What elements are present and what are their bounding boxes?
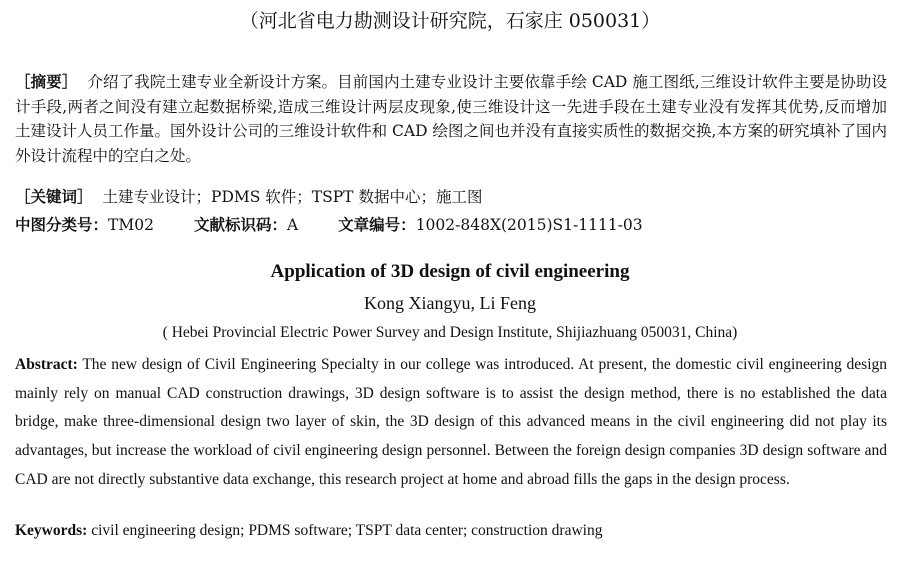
doc-code-label: 文献标识码：: [193, 215, 287, 234]
cn-keywords-label: ［关键词］: [15, 187, 93, 206]
en-abstract: [15, 351, 887, 495]
cn-keywords: [15, 185, 482, 207]
cn-affiliation: （河北省电力勘测设计研究院，石家庄 050031）: [239, 10, 661, 32]
en-keywords: [15, 522, 602, 540]
en-keywords-text: civil engineering design; PDMS software; TSPT data center; construction drawing: [91, 522, 603, 539]
en-title: Application of 3D design of civil engineering: [270, 261, 630, 282]
classification-line: [15, 213, 643, 235]
clc-label: 中图分类号：: [15, 215, 109, 234]
en-affiliation: ( Hebei Provincial Electric Power Survey and Design Institute, Shijiazhuang 050031, China): [162, 324, 738, 341]
en-abstract-text: The new design of Civil Engineering Specialty in our college was introduced. At present, the domestic civil engineering design mainly rely on manual CAD construction drawings, 3D design software is to assist the design method, there is no established the data bridge, make three-dimensional design two layer of skin, the 3D design of this advanced means in the civil engineering did not play its advantages, but increase the workload of civil engineering design personnel. Between the foreign design companies 3D design software and CAD are not directly substantive data exchange, this research project at home and abroad fills the gaps in the design process.: [15, 356, 887, 488]
en-abstract-label: Abstract:: [15, 356, 78, 373]
cn-abstract: [15, 70, 887, 168]
en-authors: Kong Xiangyu, Li Feng: [364, 293, 536, 313]
doc-code-value: A: [286, 216, 299, 234]
clc-value: TM02: [108, 216, 154, 234]
cn-keywords-text: 土建专业设计；PDMS 软件；TSPT 数据中心；施工图: [102, 188, 483, 206]
cn-abstract-text: 介绍了我院土建专业全新设计方案。目前国内土建专业设计主要依靠手绘 CAD 施工图纸,三维设计软件主要是协助设计手段,两者之间没有建立起数据桥梁,造成三维设计两层皮现象,使三维设计这一先进手段在土建专业没有发挥其优势,反而增加土建设计人员工作量。国外设计公司的三维设计软件和 CAD 绘图之间也并没有直接实质性的数据交换,本方案的研究填补了国内外设计流程中的空白之处。: [15, 73, 887, 165]
article-number-label: 文章编号：: [338, 215, 416, 234]
article-number-value: 1002-848X(2015)S1-1111-03: [415, 216, 643, 234]
en-keywords-label: Keywords:: [15, 522, 88, 539]
cn-abstract-label: ［摘要］: [15, 72, 78, 91]
